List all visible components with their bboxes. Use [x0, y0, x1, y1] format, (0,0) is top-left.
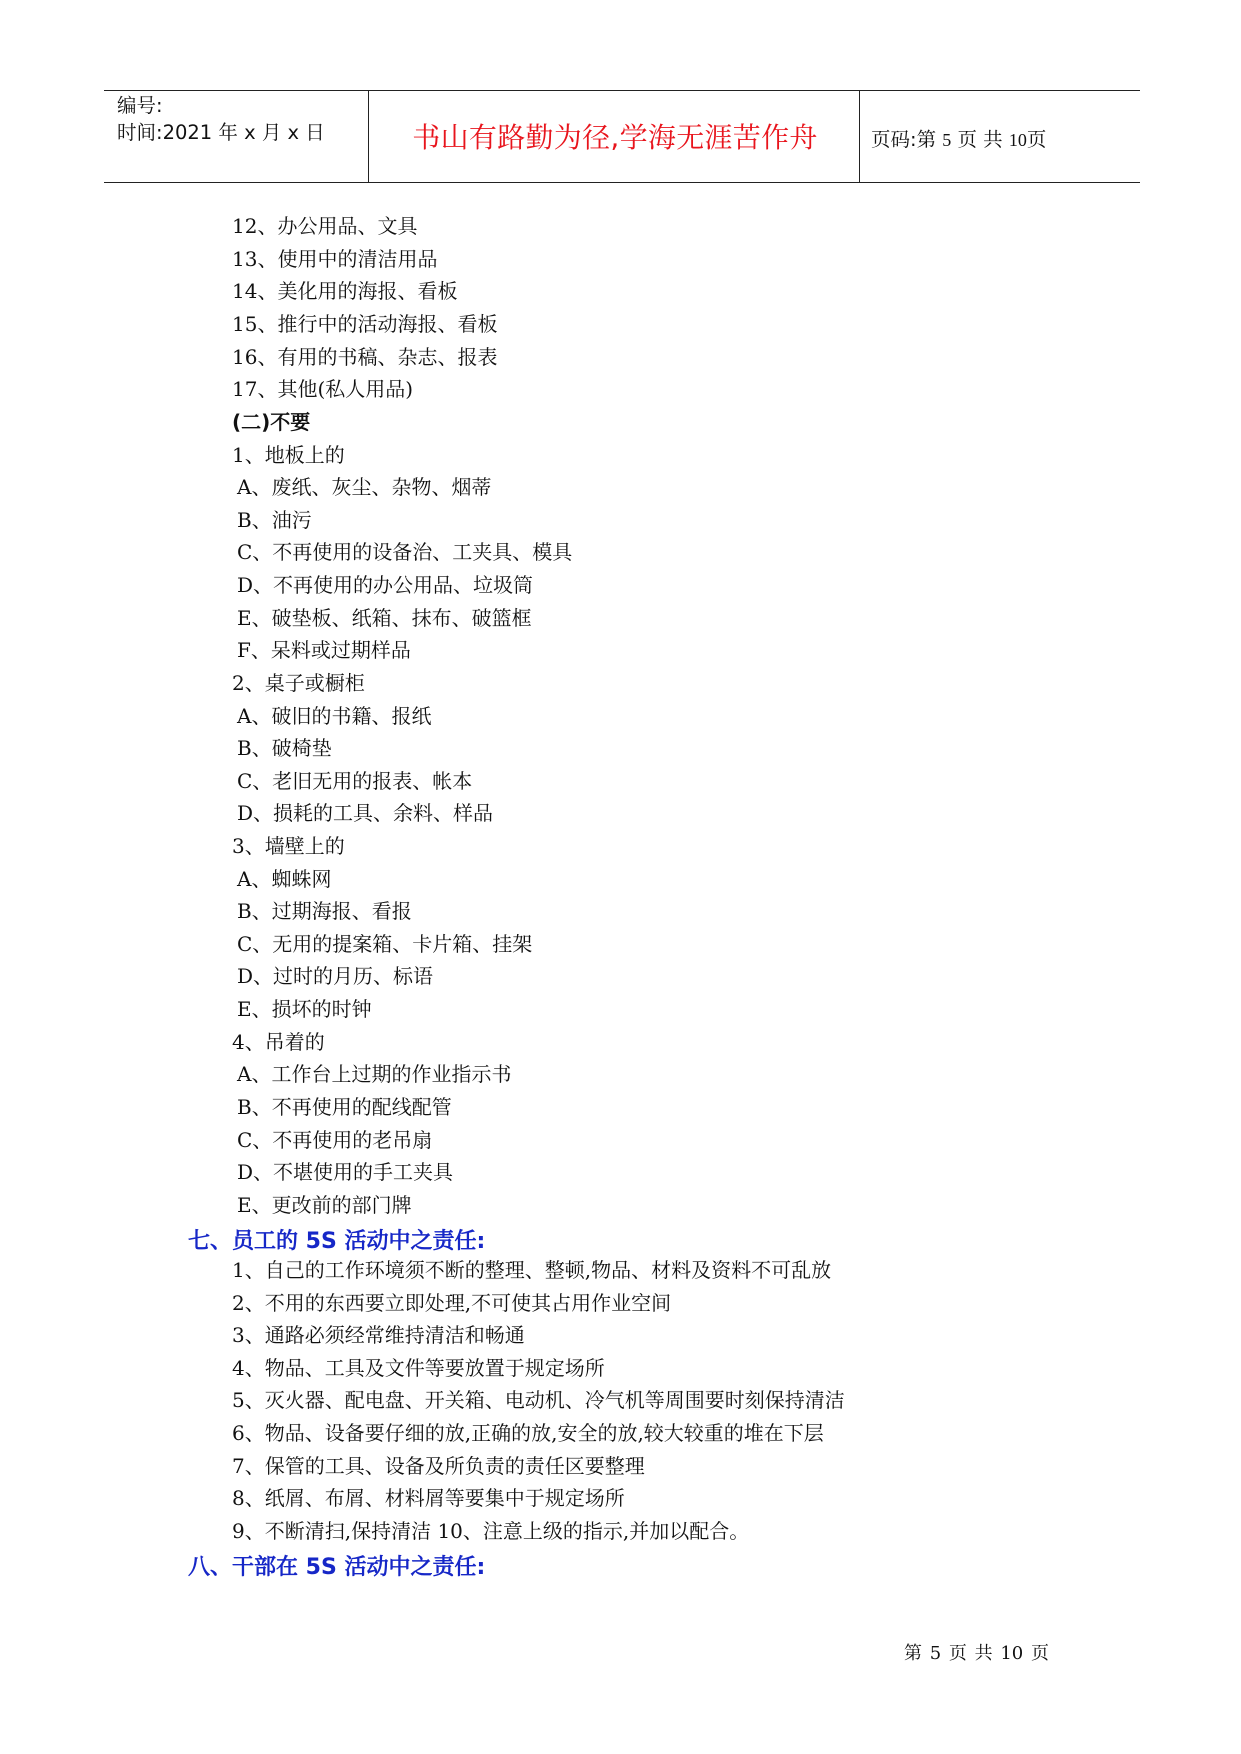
list-item: B、不再使用的配线配管 — [237, 1095, 452, 1119]
header-top-rule — [104, 90, 1140, 91]
list-item: E、更改前的部门牌 — [237, 1193, 412, 1217]
list-item: B、过期海报、看报 — [237, 899, 412, 923]
list-item: 13、使用中的清洁用品 — [232, 247, 438, 271]
list-item: 7、保管的工具、设备及所负责的责任区要整理 — [232, 1454, 645, 1478]
page-code-suffix: 页 — [1026, 128, 1047, 151]
list-item: 3、通路必须经常维持清洁和畅通 — [232, 1323, 525, 1347]
list-item: 9、不断清扫,保持清洁 10、注意上级的指示,并加以配合。 — [232, 1519, 750, 1543]
section-seven-title: 七、员工的 5S 活动中之责任: — [188, 1229, 486, 1254]
list-item: 12、办公用品、文具 — [232, 214, 418, 238]
serial-label: 编号: — [117, 94, 163, 117]
list-item: F、呆料或过期样品 — [237, 638, 411, 662]
list-item: 15、推行中的活动海报、看板 — [232, 312, 498, 336]
list-item: C、不再使用的设备治、工夹具、模具 — [237, 540, 573, 564]
header-bottom-rule — [104, 182, 1140, 183]
page-code-prefix: 页码:第 — [871, 128, 937, 151]
list-item: E、损坏的时钟 — [237, 997, 372, 1021]
subsection-title: (二)不要 — [232, 410, 311, 434]
list-item: A、蜘蛛网 — [237, 867, 332, 891]
header-motto: 书山有路勤为径,学海无涯苦作舟 — [412, 121, 818, 154]
list-item: 17、其他(私人用品) — [232, 377, 414, 401]
page-total: 10 — [1008, 130, 1027, 150]
list-item: 5、灭火器、配电盘、开关箱、电动机、冷气机等周围要时刻保持清洁 — [232, 1388, 845, 1412]
list-item: 2、不用的东西要立即处理,不可使其占用作业空间 — [232, 1291, 672, 1315]
group-heading: 1、地板上的 — [232, 443, 345, 467]
group-heading: 3、墙壁上的 — [232, 834, 345, 858]
list-item: 1、自己的工作环境须不断的整理、整顿,物品、材料及资料不可乱放 — [232, 1258, 832, 1282]
header-page-code — [871, 124, 1046, 152]
list-item: 8、纸屑、布屑、材料屑等要集中于规定场所 — [232, 1486, 625, 1510]
group-heading: 2、桌子或橱柜 — [232, 671, 365, 695]
list-item: C、不再使用的老吊扇 — [237, 1128, 433, 1152]
page-footer: 第 5 页 共 10 页 — [904, 1643, 1049, 1664]
list-item: A、工作台上过期的作业指示书 — [237, 1062, 512, 1086]
list-item: D、不再使用的办公用品、垃圾筒 — [237, 573, 534, 597]
list-item: B、油污 — [237, 508, 312, 532]
list-item: 14、美化用的海报、看板 — [232, 279, 458, 303]
group-heading: 4、吊着的 — [232, 1030, 325, 1054]
list-item: D、过时的月历、标语 — [237, 964, 434, 988]
list-item: C、老旧无用的报表、帐本 — [237, 769, 473, 793]
list-item: 16、有用的书稿、杂志、报表 — [232, 345, 498, 369]
list-item: E、破垫板、纸箱、抹布、破篮框 — [237, 606, 532, 630]
list-item: A、废纸、灰尘、杂物、烟蒂 — [237, 475, 492, 499]
header-divider-left — [368, 90, 369, 183]
page-current: 5 — [942, 130, 952, 150]
list-item: D、损耗的工具、余料、样品 — [237, 801, 494, 825]
list-item: A、破旧的书籍、报纸 — [237, 704, 432, 728]
list-item: 4、物品、工具及文件等要放置于规定场所 — [232, 1356, 605, 1380]
page-code-middle: 页 共 — [957, 128, 1003, 151]
list-item: B、破椅垫 — [237, 736, 332, 760]
time-label: 时间:2021 年 x 月 x 日 — [117, 121, 325, 144]
header-left-cell — [117, 92, 325, 146]
list-item: 6、物品、设备要仔细的放,正确的放,安全的放,较大较重的堆在下层 — [232, 1421, 824, 1445]
section-eight-title: 八、干部在 5S 活动中之责任: — [188, 1555, 486, 1580]
list-item: C、无用的提案箱、卡片箱、挂架 — [237, 932, 533, 956]
list-item: D、不堪使用的手工夹具 — [237, 1160, 454, 1184]
